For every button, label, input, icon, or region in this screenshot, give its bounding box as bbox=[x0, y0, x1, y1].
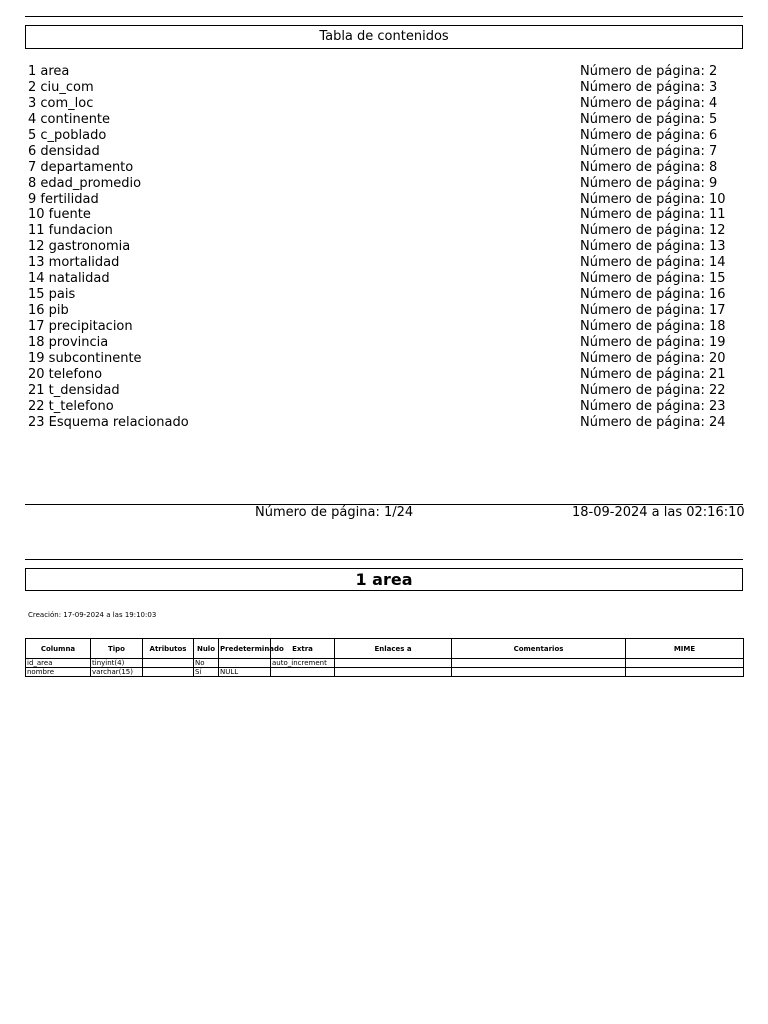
column-header: Nulo bbox=[194, 639, 219, 659]
toc-entry[interactable] bbox=[28, 176, 728, 192]
toc-entry-name: 22 t_telefono bbox=[28, 398, 114, 414]
table-row bbox=[26, 668, 744, 677]
toc-entry-name: 5 c_poblado bbox=[28, 127, 107, 143]
toc-entry-page: Número de página: 9 bbox=[580, 175, 718, 191]
column-header: Enlaces a bbox=[335, 639, 452, 659]
toc-entry[interactable] bbox=[28, 271, 728, 287]
table-cell bbox=[626, 668, 744, 677]
toc-entry[interactable] bbox=[28, 255, 728, 271]
toc-entry[interactable] bbox=[28, 160, 728, 176]
table-cell: No bbox=[194, 659, 219, 668]
column-header: MIME bbox=[626, 639, 744, 659]
toc-entry[interactable] bbox=[28, 239, 728, 255]
table-cell: NULL bbox=[219, 668, 271, 677]
toc-entry-page: Número de página: 7 bbox=[580, 143, 718, 159]
toc-entry-name: 3 com_loc bbox=[28, 95, 94, 111]
toc-list bbox=[28, 64, 728, 431]
toc-entry[interactable] bbox=[28, 383, 728, 399]
column-header: Comentarios bbox=[452, 639, 626, 659]
page2-top-rule bbox=[25, 559, 743, 560]
toc-entry[interactable] bbox=[28, 351, 728, 367]
table-cell: tinyint(4) bbox=[91, 659, 143, 668]
toc-entry-name: 8 edad_promedio bbox=[28, 175, 142, 191]
toc-entry[interactable] bbox=[28, 367, 728, 383]
table-cell: auto_increment bbox=[271, 659, 335, 668]
toc-entry[interactable] bbox=[28, 96, 728, 112]
toc-entry-page: Número de página: 19 bbox=[580, 334, 726, 350]
footer-page-number: Número de página: 1/24 bbox=[255, 505, 414, 520]
toc-entry[interactable] bbox=[28, 144, 728, 160]
toc-entry-name: 16 pib bbox=[28, 303, 69, 319]
toc-entry-name: 7 departamento bbox=[28, 159, 134, 175]
toc-entry-name: 1 area bbox=[28, 64, 70, 79]
toc-entry-page: Número de página: 2 bbox=[580, 64, 718, 79]
toc-entry[interactable] bbox=[28, 223, 728, 239]
toc-entry-name: 9 fertilidad bbox=[28, 191, 99, 207]
toc-entry-name: 21 t_densidad bbox=[28, 382, 120, 398]
toc-entry-name: 13 mortalidad bbox=[28, 255, 120, 271]
toc-entry-name: 2 ciu_com bbox=[28, 79, 94, 95]
column-header: Atributos bbox=[143, 639, 194, 659]
toc-entry-name: 6 densidad bbox=[28, 143, 100, 159]
table-cell: id_area bbox=[26, 659, 91, 668]
toc-title: Tabla de contenidos bbox=[25, 25, 743, 49]
toc-entry[interactable] bbox=[28, 303, 728, 319]
toc-entry-page: Número de página: 13 bbox=[580, 239, 726, 255]
toc-entry-page: Número de página: 3 bbox=[580, 79, 718, 95]
toc-entry-page: Número de página: 24 bbox=[580, 414, 726, 430]
toc-entry-page: Número de página: 18 bbox=[580, 319, 726, 334]
toc-entry[interactable] bbox=[28, 287, 728, 303]
toc-entry-page: Número de página: 8 bbox=[580, 159, 718, 175]
toc-entry-page: Número de página: 14 bbox=[580, 255, 726, 271]
toc-entry-page: Número de página: 10 bbox=[580, 191, 726, 207]
toc-entry[interactable] bbox=[28, 319, 728, 335]
toc-entry-page: Número de página: 22 bbox=[580, 382, 726, 398]
toc-entry[interactable] bbox=[28, 207, 728, 223]
table-row bbox=[26, 659, 744, 668]
toc-entry-page: Número de página: 15 bbox=[580, 271, 726, 287]
toc-entry-page: Número de página: 17 bbox=[580, 303, 726, 319]
toc-entry-page: Número de página: 11 bbox=[580, 207, 726, 223]
toc-entry-name: 18 provincia bbox=[28, 334, 109, 350]
table-cell: Sí bbox=[194, 668, 219, 677]
table-cell bbox=[143, 659, 194, 668]
top-rule bbox=[25, 16, 743, 17]
table-header-row bbox=[26, 639, 744, 659]
toc-entry-page: Número de página: 12 bbox=[580, 223, 726, 239]
toc-entry[interactable] bbox=[28, 80, 728, 96]
table-cell: nombre bbox=[26, 668, 91, 677]
table-cell bbox=[271, 668, 335, 677]
toc-entry-page: Número de página: 21 bbox=[580, 366, 726, 382]
column-header: Extra bbox=[271, 639, 335, 659]
column-header: Columna bbox=[26, 639, 91, 659]
table-cell bbox=[143, 668, 194, 677]
column-header: Tipo bbox=[91, 639, 143, 659]
creation-date: Creación: 17-09-2024 a las 19:10:03 bbox=[28, 611, 157, 619]
toc-entry-name: 19 subcontinente bbox=[28, 350, 142, 366]
footer-date: 18-09-2024 a las 02:16:10 bbox=[572, 505, 745, 520]
toc-entry-page: Número de página: 16 bbox=[580, 287, 726, 303]
columns-table bbox=[25, 638, 744, 677]
table-cell bbox=[335, 659, 452, 668]
toc-entry-name: 12 gastronomia bbox=[28, 239, 131, 255]
toc-entry[interactable] bbox=[28, 128, 728, 144]
toc-entry[interactable] bbox=[28, 399, 728, 415]
toc-entry-name: 17 precipitacion bbox=[28, 319, 133, 334]
toc-entry-name: 14 natalidad bbox=[28, 271, 110, 287]
toc-entry-name: 20 telefono bbox=[28, 366, 103, 382]
toc-entry[interactable] bbox=[28, 192, 728, 208]
toc-entry-page: Número de página: 4 bbox=[580, 95, 718, 111]
table-cell bbox=[219, 659, 271, 668]
toc-entry-name: 4 continente bbox=[28, 111, 111, 127]
toc-entry-page: Número de página: 6 bbox=[580, 127, 718, 143]
table-cell bbox=[452, 668, 626, 677]
toc-entry[interactable] bbox=[28, 112, 728, 128]
table-cell: varchar(15) bbox=[91, 668, 143, 677]
toc-entry-name: 11 fundacion bbox=[28, 223, 113, 239]
toc-entry-page: Número de página: 23 bbox=[580, 398, 726, 414]
table-cell bbox=[452, 659, 626, 668]
toc-entry-name: 23 Esquema relacionado bbox=[28, 414, 189, 430]
toc-entry-page: Número de página: 5 bbox=[580, 111, 718, 127]
toc-entry-name: 10 fuente bbox=[28, 207, 91, 223]
table-cell bbox=[626, 659, 744, 668]
toc-entry-name: 15 pais bbox=[28, 287, 76, 303]
section-title: 1 area bbox=[25, 568, 743, 591]
toc-entry[interactable] bbox=[28, 335, 728, 351]
toc-entry[interactable] bbox=[28, 415, 728, 431]
toc-entry-page: Número de página: 20 bbox=[580, 350, 726, 366]
toc-entry[interactable] bbox=[28, 64, 728, 80]
column-header: Predeterminado bbox=[219, 639, 271, 659]
table-cell bbox=[335, 668, 452, 677]
